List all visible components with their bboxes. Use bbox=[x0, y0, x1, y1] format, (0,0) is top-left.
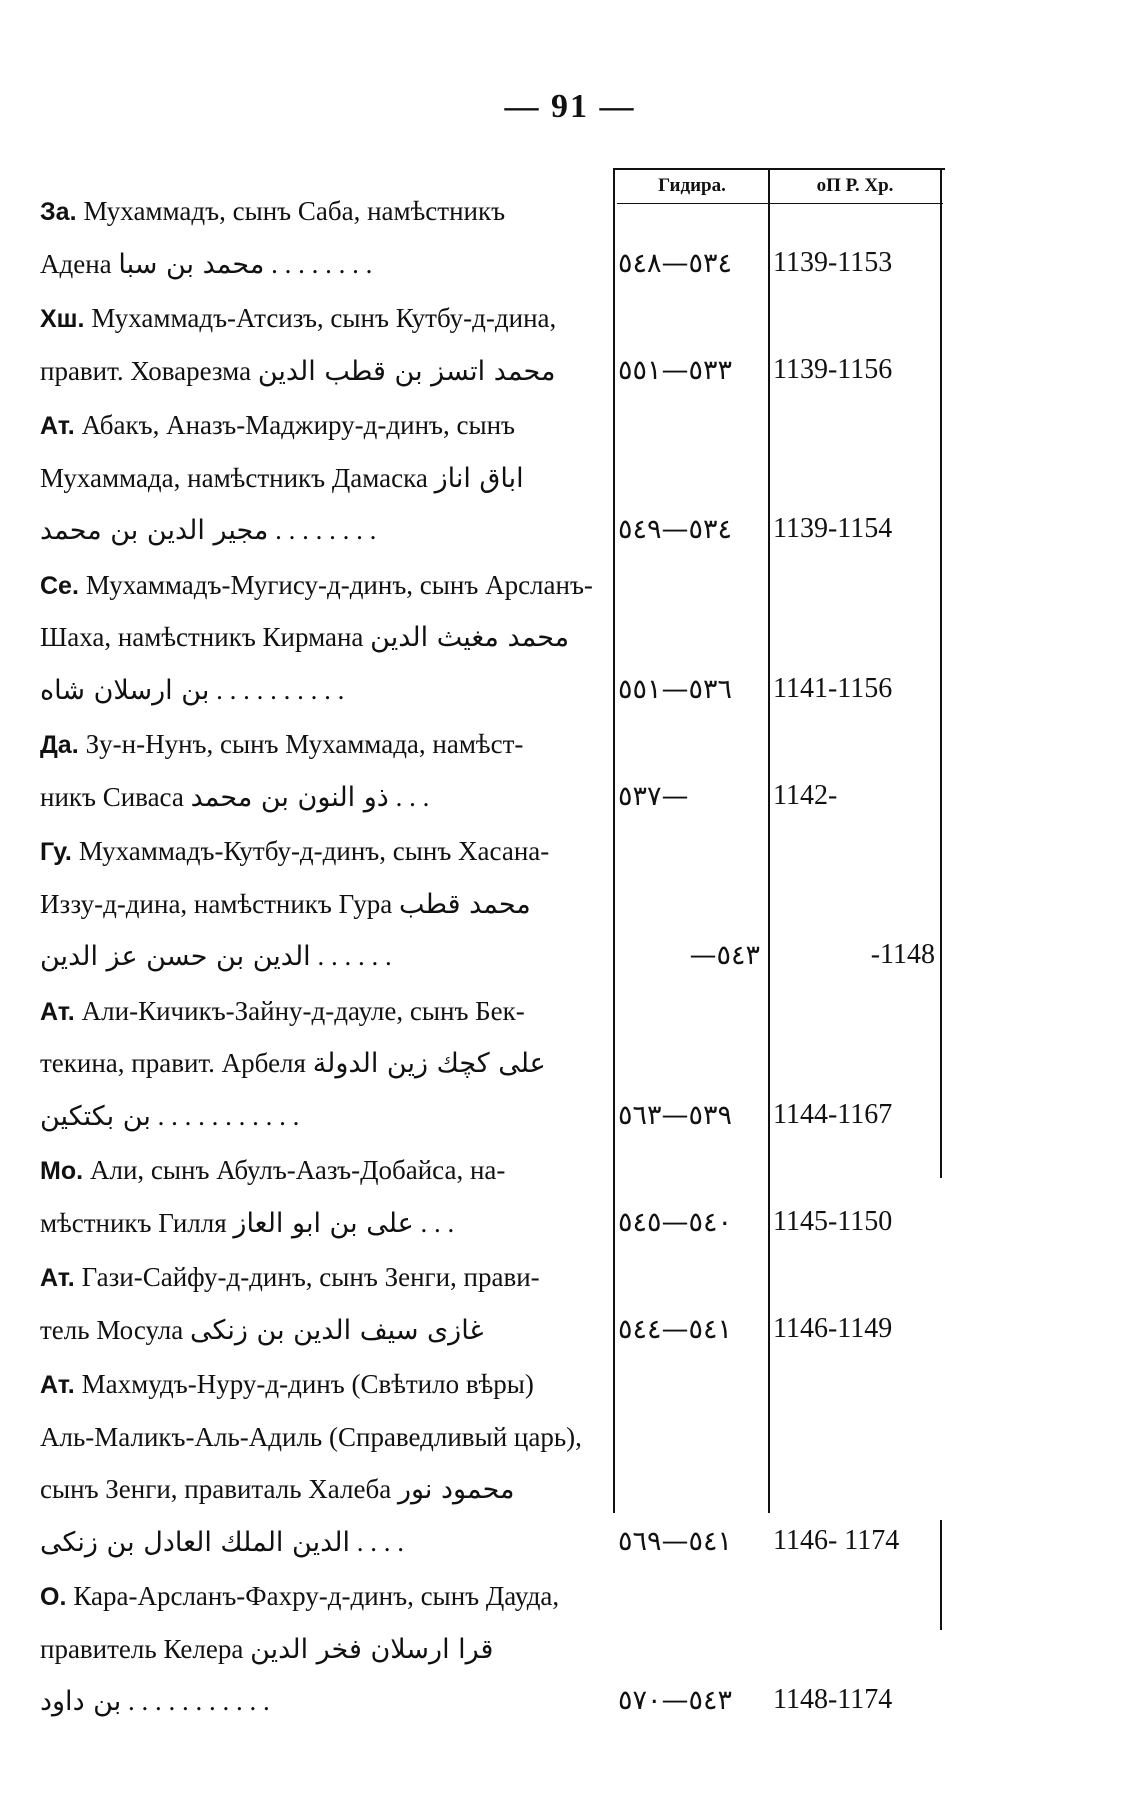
dynasty-code: Ат. bbox=[40, 997, 82, 1026]
entry-line bbox=[40, 407, 610, 444]
entry-line bbox=[40, 1683, 610, 1720]
arabic-name: محمد اتسز بن قطب الدين bbox=[257, 355, 556, 387]
entry-text: тель Мосула bbox=[40, 1314, 184, 1345]
christian-years: 1139-1154 bbox=[773, 513, 893, 544]
leader-dots: . . . . . . bbox=[317, 941, 392, 971]
entry-line bbox=[40, 672, 610, 709]
entry-line bbox=[40, 193, 610, 230]
dynasty-code: Да. bbox=[40, 731, 86, 759]
dynasty-code: Гу. bbox=[40, 838, 79, 866]
entry-text: правит. Ховарезма bbox=[40, 355, 252, 386]
arabic-name: محمد بن سبا bbox=[118, 248, 265, 280]
christian-years: 1141-1156 bbox=[773, 672, 893, 704]
table-header-rule bbox=[617, 203, 943, 204]
arabic-name: غازى سيف الدين بن زنكى bbox=[189, 1314, 484, 1346]
table-left-rule bbox=[613, 168, 615, 1513]
entry-text: Зу-н-Нунъ, сынъ Мухаммада, намѣст- bbox=[85, 729, 524, 759]
leader-dots: . . . . . . . . bbox=[271, 248, 373, 279]
hijra-years: ٥٤٠—٥٤٥ bbox=[618, 1206, 733, 1238]
entry-text: сынъ Зенги, правиталь Халеба bbox=[40, 1474, 392, 1504]
entry-line bbox=[40, 1312, 610, 1349]
hijra-years: ٥٣٤—٥٤٩ bbox=[618, 514, 733, 545]
entry-text: Мухаммадъ-Атсизъ, сынъ Кутбу-д-дина, bbox=[91, 303, 557, 333]
christian-years: 1139-1156 bbox=[773, 353, 893, 385]
entry-line bbox=[40, 619, 610, 656]
christian-years: 1146-1149 bbox=[773, 1312, 893, 1344]
entry-text: Аль-Маликъ-Аль-Адиль (Справедливый царь), bbox=[40, 1421, 582, 1452]
entry-text: мѣстникъ Гилля bbox=[40, 1207, 227, 1238]
entry-text: правитель Келера bbox=[40, 1633, 244, 1664]
entry-line bbox=[40, 779, 610, 816]
entry-text: Мухаммада, намѣстникъ Дамаска bbox=[40, 462, 428, 493]
entry-text: Кара-Арсланъ-Фахру-д-динъ, сынъ Дауда, bbox=[73, 1581, 560, 1611]
dynasty-code: Се. bbox=[40, 571, 86, 600]
hijra-years: ٥٣٤—٥٤٨ bbox=[618, 247, 733, 279]
entry-line bbox=[40, 1045, 610, 1082]
entry-line bbox=[40, 993, 610, 1030]
entry-text: Мухаммадъ, сынъ Саба, намѣстникъ bbox=[83, 196, 506, 226]
arabic-name: على كچك زين الدولة bbox=[312, 1048, 546, 1079]
arabic-name: بن داود bbox=[40, 1686, 122, 1717]
entry-text: Адена bbox=[40, 248, 112, 279]
leader-dots: . . . . . . . . bbox=[275, 515, 377, 545]
table-middle-rule bbox=[768, 168, 770, 1513]
entry-text: Абакъ, Аназъ-Маджиру-д-динъ, сынъ bbox=[81, 410, 516, 440]
entry-text: Али, сынъ Абулъ-Аазъ-Добайса, на- bbox=[90, 1155, 506, 1185]
column-header-hijra: Гидира. bbox=[658, 175, 726, 196]
hijra-years: ٥٤٣—٥٧٠ bbox=[618, 1685, 733, 1716]
entry-text: Махмудъ-Нуру-д-динъ (Свѣтило вѣры) bbox=[81, 1369, 534, 1399]
dynasty-code: О. bbox=[40, 1583, 74, 1611]
hijra-years: ٥٤١—٥٤٤ bbox=[618, 1313, 733, 1345]
arabic-name: مجير الدين بن محمد bbox=[40, 515, 269, 546]
entry-text: Али-Кичикъ-Зайну-д-дауле, сынъ Бек- bbox=[81, 995, 525, 1026]
entry-text: Мухаммадъ-Кутбу-д-динъ, сынъ Хасана- bbox=[78, 836, 550, 866]
christian-years: 1146- 1174 bbox=[773, 1524, 900, 1556]
dynasty-code: Ат. bbox=[40, 412, 82, 440]
christian-years: 1144-1167 bbox=[773, 1098, 893, 1130]
entry-line bbox=[40, 886, 610, 923]
entry-line bbox=[40, 1152, 610, 1189]
entry-line bbox=[40, 1419, 610, 1455]
entry-text: текина, правит. Арбеля bbox=[40, 1048, 306, 1078]
entry-line bbox=[40, 938, 610, 975]
entry-line bbox=[40, 246, 610, 283]
entry-line bbox=[40, 460, 610, 497]
leader-dots: . . . . . . . . . . bbox=[216, 674, 345, 705]
entry-line bbox=[40, 833, 610, 870]
arabic-name: قرا ارسلان فخر الدين bbox=[250, 1633, 494, 1665]
entry-line bbox=[40, 1471, 610, 1508]
dynasty-code: Хш. bbox=[40, 305, 92, 333]
entry-line bbox=[40, 353, 610, 390]
leader-dots: . . . . bbox=[356, 1526, 404, 1557]
leader-dots: . . . . . . . . . . . bbox=[157, 1100, 300, 1131]
arabic-name: محمد قطب bbox=[398, 888, 531, 920]
leader-dots: . . . bbox=[395, 781, 430, 812]
arabic-name: بن بكتكين bbox=[40, 1100, 151, 1132]
entry-text: Гази-Сайфу-д-динъ, сынъ Зенги, прави- bbox=[81, 1262, 540, 1292]
page-number: — 91 — bbox=[504, 88, 636, 125]
leader-dots: . . . bbox=[420, 1207, 455, 1238]
christian-years: 1142- bbox=[773, 779, 838, 811]
arabic-name: بن ارسلان شاه bbox=[40, 674, 210, 706]
arabic-name: على بن ابو العاز bbox=[233, 1207, 414, 1239]
arabic-name: اباق اناز bbox=[434, 462, 524, 494]
entry-line bbox=[40, 726, 610, 763]
entry-line bbox=[40, 1366, 610, 1403]
table-top-rule bbox=[613, 168, 945, 170]
entry-line bbox=[40, 567, 610, 604]
hijra-years: ٥٣٣—٥٥١ bbox=[618, 354, 733, 386]
christian-years: 1145-1150 bbox=[773, 1205, 893, 1237]
hijra-years: ٥٣٦—٥٥١ bbox=[618, 673, 733, 705]
entry-line bbox=[40, 1578, 610, 1615]
dynasty-code: Ат. bbox=[40, 1371, 82, 1399]
entry-text: Мухаммадъ-Мугису-д-динъ, сынъ Арсланъ- bbox=[85, 569, 593, 600]
entry-line bbox=[40, 512, 610, 549]
arabic-name: محمود نور bbox=[397, 1474, 515, 1505]
arabic-name: الدين الملك العادل بن زنكى bbox=[40, 1526, 350, 1558]
entry-text: Шаха, намѣстникъ Кирмана bbox=[40, 622, 364, 652]
entry-line bbox=[40, 1524, 610, 1561]
hijra-years: ٥٣٩—٥٦٣ bbox=[618, 1099, 733, 1131]
dynasty-code: За. bbox=[40, 198, 84, 226]
entry-text: Иззу-д-дина, намѣстникъ Гура bbox=[40, 888, 393, 919]
dynasty-code: Ат. bbox=[40, 1264, 82, 1292]
arabic-name: ذو النون بن محمد bbox=[190, 781, 389, 813]
dynasty-code: Мо. bbox=[40, 1157, 90, 1185]
hijra-years: ٥٣٧— bbox=[618, 780, 689, 812]
christian-years: -1148 bbox=[870, 939, 935, 970]
arabic-name: محمد مغيث الدين bbox=[370, 622, 570, 653]
hijra-years: —٥٤٣ bbox=[689, 940, 760, 971]
entry-line bbox=[40, 1205, 610, 1242]
column-header-christian: оП Р. Хр. bbox=[816, 175, 894, 196]
leader-dots: . . . . . . . . . . . bbox=[128, 1686, 270, 1716]
entry-text: никъ Сиваса bbox=[40, 781, 184, 812]
entry-line bbox=[40, 300, 610, 337]
hijra-years: ٥٤١—٥٦٩ bbox=[618, 1525, 733, 1557]
christian-years: 1148-1174 bbox=[773, 1684, 893, 1715]
entry-line bbox=[40, 1098, 610, 1135]
christian-years: 1139-1153 bbox=[773, 246, 893, 278]
arabic-name: الدين بن حسن عز الدين bbox=[40, 941, 311, 972]
entry-line bbox=[40, 1259, 610, 1296]
entry-line bbox=[40, 1631, 610, 1668]
